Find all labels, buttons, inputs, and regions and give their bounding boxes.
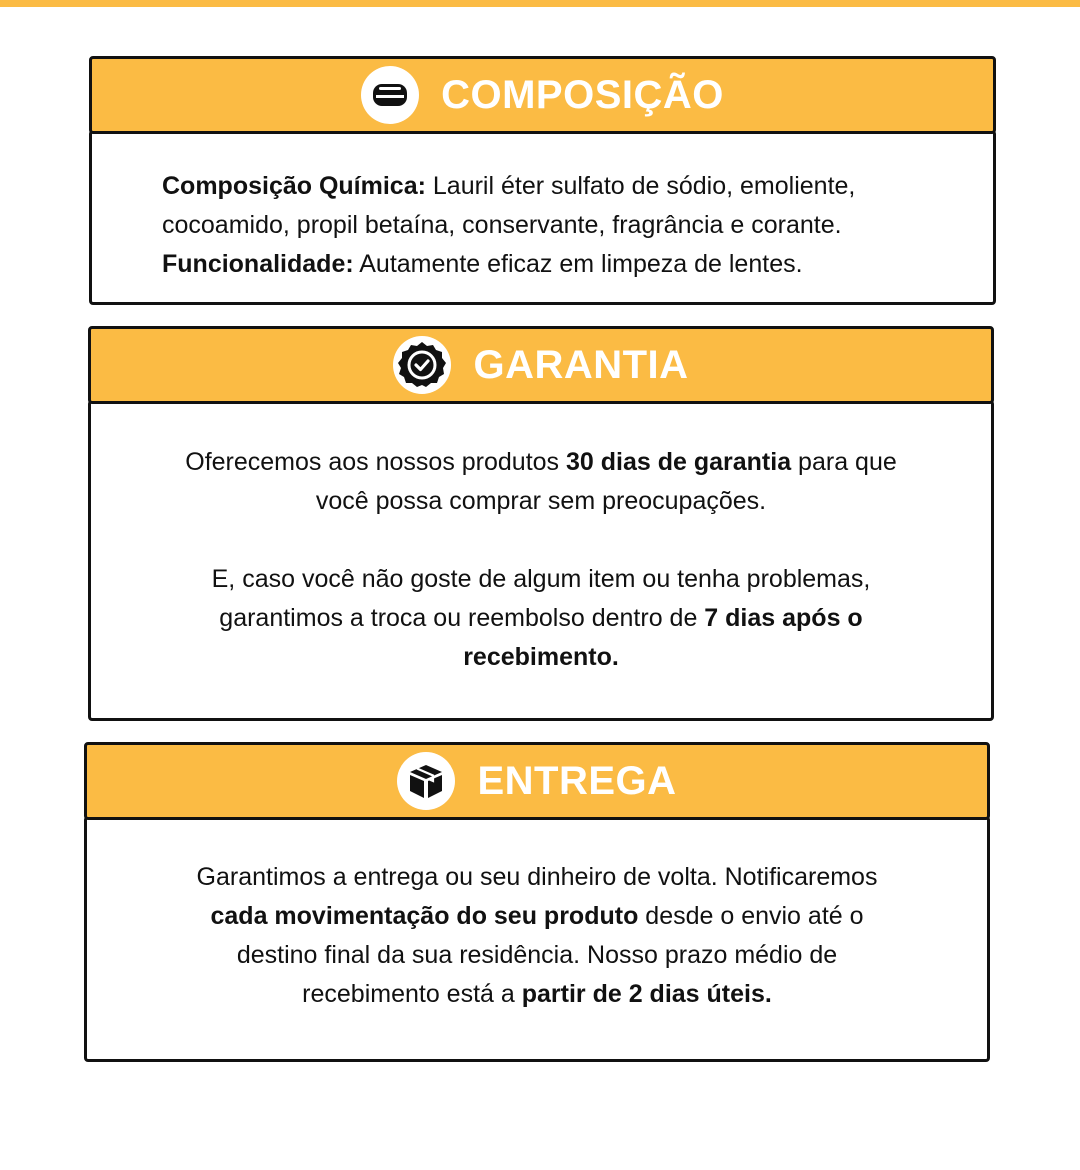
garantia-recebimento: recebimento. bbox=[463, 643, 619, 671]
entrega-line3: destino final da sua residência. Nosso prazo médio de bbox=[236, 941, 838, 969]
composicao-card bbox=[89, 56, 996, 305]
garantia-p1-end: para que bbox=[791, 448, 897, 476]
garantia-30-dias: 30 dias de garantia bbox=[566, 448, 792, 476]
garantia-7-dias: 7 dias após o bbox=[704, 604, 863, 632]
package-box-icon bbox=[397, 752, 455, 810]
composicao-body bbox=[89, 130, 996, 305]
composicao-header bbox=[89, 56, 996, 134]
garantia-title: GARANTIA bbox=[473, 342, 689, 387]
entrega-movimentacao: cada movimentação do seu produto bbox=[210, 902, 639, 930]
garantia-card bbox=[88, 326, 994, 721]
entrega-title: ENTREGA bbox=[477, 758, 677, 803]
entrega-line4-start: recebimento está a bbox=[302, 980, 522, 1008]
entrega-prazo: partir de 2 dias úteis. bbox=[521, 980, 772, 1008]
top-accent-bar bbox=[0, 0, 1080, 7]
composicao-text bbox=[162, 167, 963, 284]
funcionalidade-value: Autamente eficaz em limpeza de lentes. bbox=[353, 250, 803, 278]
garantia-p2-start: garantimos a troca ou reembolso dentro de bbox=[219, 604, 705, 632]
entrega-line1: Garantimos a entrega ou seu dinheiro de volta. Notificaremos bbox=[196, 863, 878, 891]
entrega-line2-end: desde o envio até o bbox=[638, 902, 864, 930]
composicao-title: COMPOSIÇÃO bbox=[441, 72, 724, 117]
entrega-body bbox=[84, 816, 990, 1062]
composicao-label: Composição Química: bbox=[162, 172, 426, 200]
entrega-text bbox=[107, 858, 967, 1014]
garantia-p1-line2: você possa comprar sem preocupações. bbox=[315, 487, 767, 515]
garantia-p1-start: Oferecemos aos nossos produtos bbox=[185, 448, 566, 476]
entrega-card bbox=[84, 742, 990, 1062]
garantia-p2-line1: E, caso você não goste de algum item ou tenha problemas, bbox=[211, 565, 871, 593]
composicao-value: Lauril éter sulfato de sódio, emoliente, bbox=[425, 172, 856, 200]
entrega-header bbox=[84, 742, 990, 820]
garantia-body bbox=[88, 400, 994, 721]
lens-case-icon bbox=[361, 66, 419, 124]
garantia-header bbox=[88, 326, 994, 404]
funcionalidade-label: Funcionalidade: bbox=[162, 250, 354, 278]
composicao-line2: cocoamido, propil betaína, conservante, fragrância e corante. bbox=[162, 211, 842, 239]
garantia-text bbox=[111, 443, 971, 677]
garantia-spacer bbox=[111, 521, 971, 560]
badge-check-icon bbox=[393, 336, 451, 394]
